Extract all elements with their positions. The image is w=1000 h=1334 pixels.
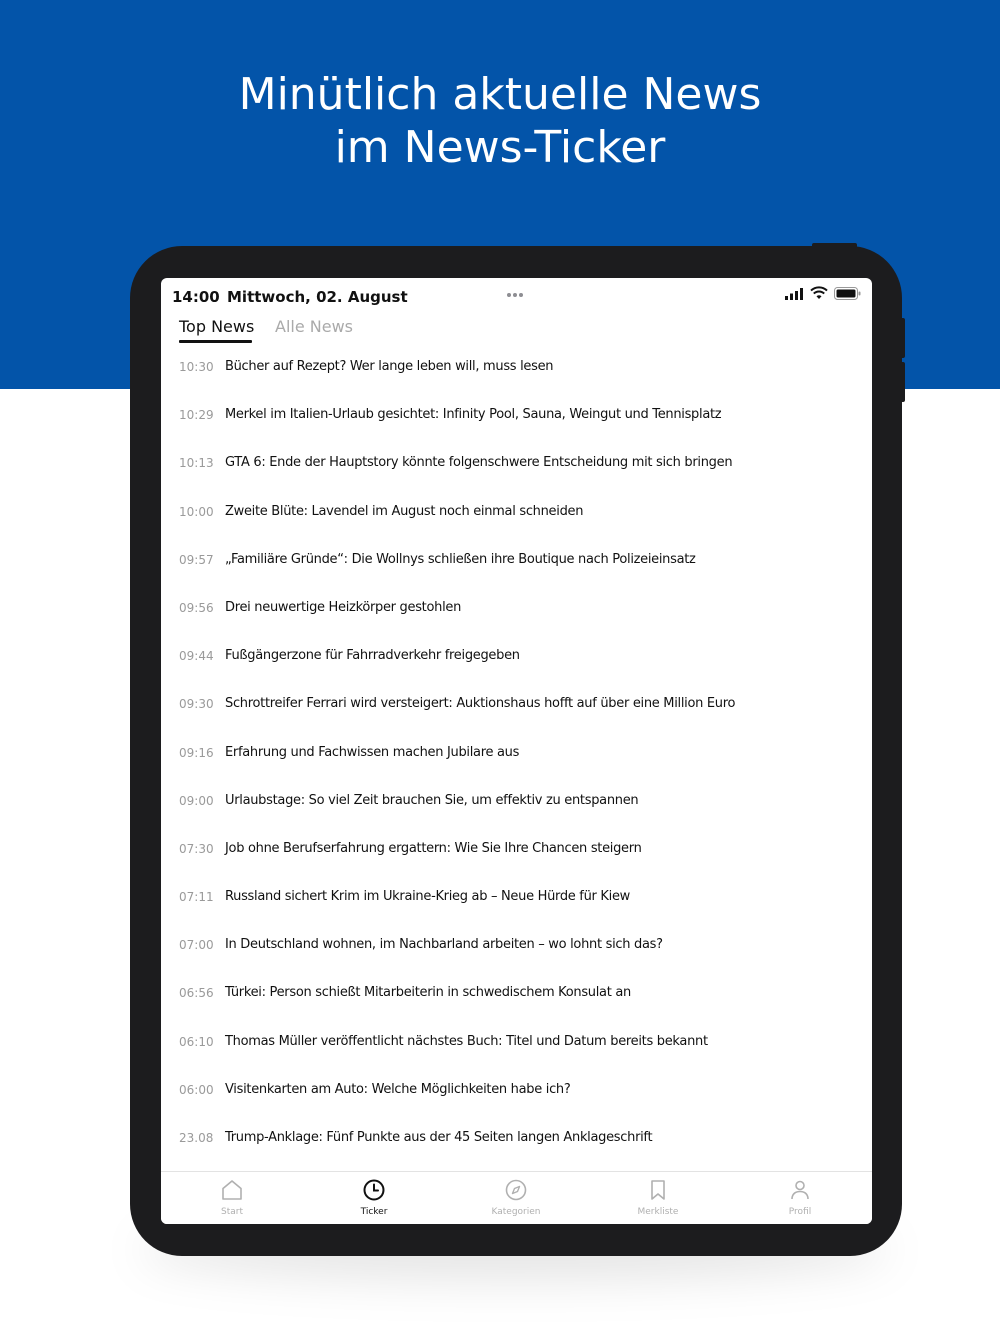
ticker-item[interactable]: [161, 728, 872, 776]
person-icon: [788, 1178, 812, 1202]
ticker-headline: Job ohne Berufserfahrung ergattern: Wie Sie Ihre Chancen steigern: [225, 840, 642, 856]
ticker-item[interactable]: [161, 1065, 872, 1113]
ticker-headline: „Familiäre Gründe“: Die Wollnys schließen ihre Boutique nach Polizeieinsatz: [225, 551, 696, 567]
ticker-headline: Bücher auf Rezept? Wer lange leben will, muss lesen: [225, 359, 554, 374]
ticker-headline: Thomas Müller veröffentlicht nächstes Buch: Titel und Datum bereits bekannt: [225, 1033, 708, 1049]
ticker-item[interactable]: [161, 968, 872, 1016]
ticker-time: 09:57: [179, 552, 214, 567]
ticker-item[interactable]: [161, 583, 872, 631]
ticker-item[interactable]: [161, 920, 872, 968]
ticker-item[interactable]: [161, 824, 872, 872]
ticker-headline: Merkel im Italien-Urlaub gesichtet: Infinity Pool, Sauna, Weingut und Tennisplatz: [225, 407, 722, 423]
tabbar-label: Profil: [788, 1207, 812, 1217]
ticker-item[interactable]: [161, 487, 872, 535]
tabbar-label: Kategorien: [491, 1207, 541, 1217]
ticker-headline: Russland sichert Krim im Ukraine-Krieg ab – Neue Hürde für Kiew: [225, 889, 630, 905]
headline-line-1: Minütlich aktuelle News: [238, 69, 762, 120]
wifi-icon: [810, 286, 828, 300]
ticker-headline: Drei neuwertige Heizkörper gestohlen: [225, 599, 462, 615]
ticker-time: 10:30: [179, 360, 214, 374]
ticker-item[interactable]: [161, 631, 872, 679]
bottom-tab-bar: [161, 1171, 872, 1224]
ticker-time: 07:00: [179, 938, 214, 953]
tabbar-label: Start: [221, 1207, 243, 1217]
tabbar-merkliste[interactable]: [587, 1172, 729, 1224]
status-time: 14:00: [172, 288, 220, 306]
ticker-time: 06:10: [179, 1034, 214, 1049]
status-bar: [161, 278, 872, 312]
home-icon: [220, 1178, 244, 1202]
marketing-headline: [0, 68, 1000, 174]
multitasking-dots-icon[interactable]: [507, 284, 525, 302]
tabbar-ticker[interactable]: [303, 1172, 445, 1224]
status-date: Mittwoch, 02. August: [227, 288, 408, 306]
ticker-item[interactable]: [161, 872, 872, 920]
tabbar-profil[interactable]: [729, 1172, 871, 1224]
tabbar-label: Ticker: [360, 1207, 388, 1217]
ticker-headline: Trump-Anklage: Fünf Punkte aus der 45 Seiten langen Anklageschrift: [225, 1130, 653, 1145]
ticker-item[interactable]: [161, 390, 872, 438]
ticker-item[interactable]: [161, 1017, 872, 1065]
ticker-headline: Urlaubstage: So viel Zeit brauchen Sie, um effektiv zu entspannen: [225, 792, 639, 808]
ticker-item[interactable]: [161, 1113, 872, 1161]
ticker-headline: In Deutschland wohnen, im Nachbarland arbeiten – wo lohnt sich das?: [225, 937, 663, 953]
ticker-item[interactable]: [161, 679, 872, 727]
ticker-headline: Erfahrung und Fachwissen machen Jubilare aus: [225, 744, 520, 760]
ticker-time: 06:56: [179, 986, 214, 1001]
ticker-headline: GTA 6: Ende der Hauptstory könnte folgenschwere Entscheidung mit sich bringen: [225, 455, 733, 471]
ticker-time: 06:00: [179, 1082, 214, 1097]
ticker-time: 09:30: [179, 697, 214, 712]
tabbar-kategorien[interactable]: [445, 1172, 587, 1224]
ticker-item[interactable]: [161, 438, 872, 486]
app-screen: [161, 278, 872, 1224]
headline-line-2: im News-Ticker: [334, 122, 666, 173]
ticker-time: 09:56: [179, 600, 214, 615]
clock-icon: [362, 1178, 386, 1202]
ticker-item[interactable]: [161, 342, 872, 390]
tab-top-news[interactable]: Top News: [179, 317, 255, 336]
battery-icon: [834, 287, 861, 300]
ticker-time: 10:29: [179, 408, 214, 423]
tabbar-label: Merkliste: [637, 1207, 679, 1217]
ticker-headline: Fußgängerzone für Fahrradverkehr freigegeben: [225, 648, 520, 664]
tabbar-start[interactable]: [161, 1172, 303, 1224]
ticker-time: 10:00: [179, 504, 214, 519]
ticker-headline: Visitenkarten am Auto: Welche Möglichkeiten habe ich?: [225, 1081, 571, 1097]
ticker-time: 23.08: [179, 1131, 214, 1145]
tab-alle-news[interactable]: Alle News: [275, 317, 353, 336]
compass-icon: [504, 1178, 528, 1202]
ticker-time: 10:13: [179, 456, 214, 471]
ticker-headline: Schrottreifer Ferrari wird versteigert: Auktionshaus hofft auf über eine Million Euro: [225, 696, 736, 712]
ticker-time: 09:44: [179, 649, 214, 664]
ticker-headline: Türkei: Person schießt Mitarbeiterin in schwedischem Konsulat an: [225, 985, 631, 1001]
bookmark-icon: [646, 1178, 670, 1202]
ticker-time: 07:11: [179, 890, 214, 905]
ticker-time: 09:00: [179, 793, 214, 808]
ticker-time: 09:16: [179, 745, 214, 760]
cellular-signal-icon: [785, 288, 805, 300]
ticker-item[interactable]: [161, 535, 872, 583]
ticker-time: 07:30: [179, 841, 214, 856]
news-ticker-list: [161, 342, 872, 1161]
ticker-headline: Zweite Blüte: Lavendel im August noch einmal schneiden: [225, 503, 584, 519]
ticker-item[interactable]: [161, 776, 872, 824]
